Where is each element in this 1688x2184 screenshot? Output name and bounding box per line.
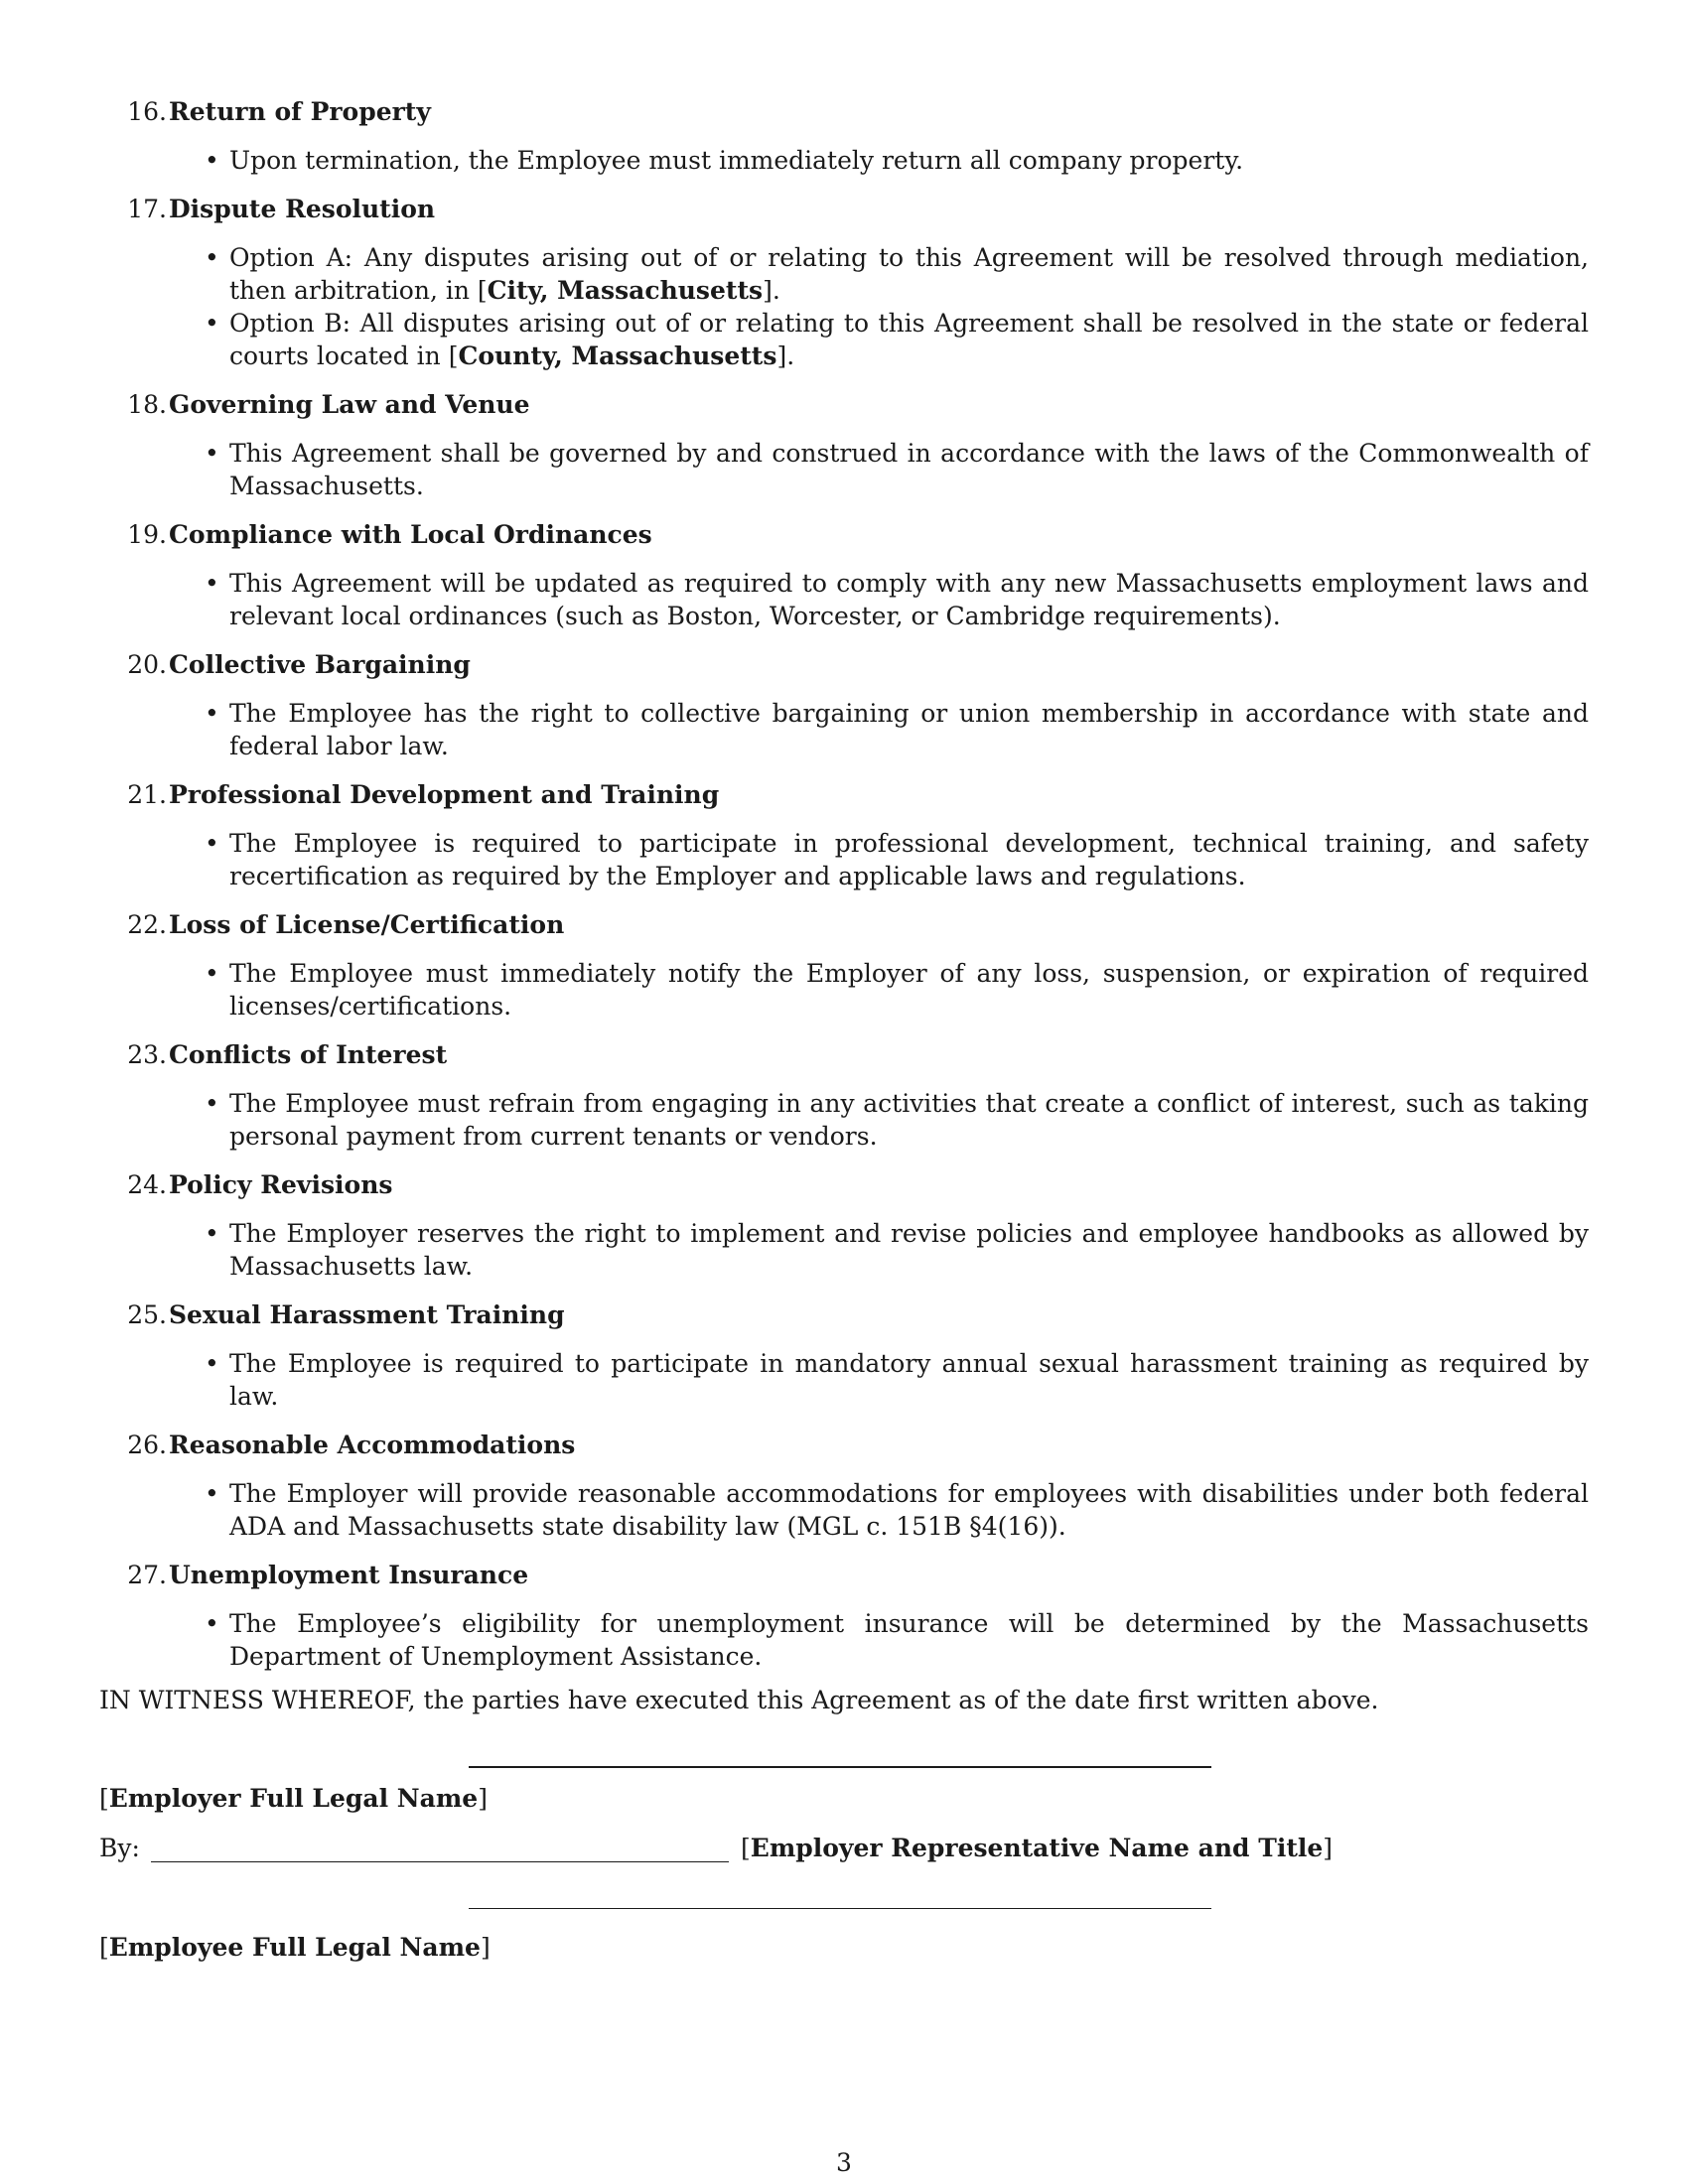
clause-text: The Employee is required to participate in professional development, technical training, and safety recertification as required by the Employer and applicable laws and regulations. bbox=[229, 829, 1589, 890]
bullet-list bbox=[99, 827, 1589, 892]
bullet-item bbox=[229, 144, 1589, 177]
section-title: Unemployment Insurance bbox=[169, 1561, 529, 1589]
employee-signature-line bbox=[469, 1908, 1211, 1909]
section-title: Professional Development and Training bbox=[169, 780, 720, 809]
employer-name-label: [Employer Full Legal Name] bbox=[99, 1784, 488, 1813]
employee-name-label: [Employee Full Legal Name] bbox=[99, 1933, 491, 1962]
section-title: Policy Revisions bbox=[169, 1170, 393, 1199]
bullet-item bbox=[229, 1217, 1589, 1283]
section-heading bbox=[99, 1038, 1589, 1071]
bullet-item bbox=[229, 827, 1589, 892]
section-heading bbox=[99, 778, 1589, 811]
bullet-list bbox=[99, 1087, 1589, 1153]
section-heading bbox=[99, 1298, 1589, 1331]
section-number: 16. bbox=[127, 97, 167, 126]
section-27 bbox=[99, 1559, 1589, 1673]
section-20 bbox=[99, 648, 1589, 762]
section-number: 21. bbox=[127, 780, 167, 809]
clause-text: ]. bbox=[776, 341, 795, 370]
bullet-list bbox=[99, 437, 1589, 502]
bullet-item bbox=[229, 1477, 1589, 1543]
section-number: 19. bbox=[127, 520, 167, 549]
bullet-list bbox=[99, 1217, 1589, 1283]
bullet-list bbox=[99, 1347, 1589, 1413]
section-title: Reasonable Accommodations bbox=[169, 1431, 576, 1459]
section-heading bbox=[99, 1168, 1589, 1201]
bullet-list bbox=[99, 1477, 1589, 1543]
placeholder-text: City, Massachusetts bbox=[487, 276, 764, 305]
witness-statement: IN WITNESS WHEREOF, the parties have executed this Agreement as of the date first written above. bbox=[99, 1686, 1379, 1714]
clause-text: Option B: All disputes arising out of or relating to this Agreement shall be resolved in the state or federal courts located in [ bbox=[229, 309, 1589, 370]
clause-text: The Employee must immediately notify the Employer of any loss, suspension, or expiration of required licenses/certifications. bbox=[229, 959, 1589, 1021]
bullet-list bbox=[99, 697, 1589, 762]
bullet-item bbox=[229, 437, 1589, 502]
section-number: 27. bbox=[127, 1561, 167, 1589]
section-title: Loss of License/Certification bbox=[169, 910, 565, 939]
section-heading bbox=[99, 1429, 1589, 1461]
section-title: Governing Law and Venue bbox=[169, 390, 530, 419]
bullet-item bbox=[229, 241, 1589, 307]
clause-text: The Employer will provide reasonable accommodations for employees with disabilities under both federal ADA and Massachusetts state disability law (MGL c. 151B §4(16)). bbox=[229, 1479, 1589, 1541]
section-heading bbox=[99, 1559, 1589, 1591]
bullet-list bbox=[99, 144, 1589, 177]
section-title: Return of Property bbox=[169, 97, 431, 126]
section-title: Sexual Harassment Training bbox=[169, 1300, 565, 1329]
section-number: 24. bbox=[127, 1170, 167, 1199]
clause-text: This Agreement shall be governed by and construed in accordance with the laws of the Commonwealth of Massachusetts. bbox=[229, 439, 1589, 500]
section-title: Conflicts of Interest bbox=[169, 1040, 448, 1069]
bullet-item bbox=[229, 697, 1589, 762]
section-heading bbox=[99, 95, 1589, 128]
bullet-item bbox=[229, 567, 1589, 632]
clause-text: This Agreement will be updated as required to comply with any new Massachusetts employment laws and relevant local ordinances (such as Boston, Worcester, or Cambridge requirements). bbox=[229, 569, 1589, 630]
section-21 bbox=[99, 778, 1589, 892]
representative-signature-line bbox=[151, 1861, 729, 1862]
section-heading bbox=[99, 518, 1589, 551]
representative-name-label: [Employer Representative Name and Title] bbox=[741, 1834, 1334, 1862]
clause-text: The Employee must refrain from engaging in any activities that create a conflict of interest, such as taking personal payment from current tenants or vendors. bbox=[229, 1089, 1589, 1151]
clause-text: The Employee is required to participate in mandatory annual sexual harassment training as required by law. bbox=[229, 1349, 1589, 1411]
section-number: 17. bbox=[127, 195, 167, 223]
section-title: Compliance with Local Ordinances bbox=[169, 520, 652, 549]
section-heading bbox=[99, 648, 1589, 681]
section-22 bbox=[99, 908, 1589, 1023]
bullet-list bbox=[99, 1607, 1589, 1673]
clause-text: The Employer reserves the right to implement and revise policies and employee handbooks as allowed by Massachusetts law. bbox=[229, 1219, 1589, 1281]
section-number: 22. bbox=[127, 910, 167, 939]
bullet-list bbox=[99, 567, 1589, 632]
section-title: Dispute Resolution bbox=[169, 195, 436, 223]
bullet-list bbox=[99, 957, 1589, 1023]
section-17 bbox=[99, 193, 1589, 372]
section-26 bbox=[99, 1429, 1589, 1543]
agreement-sections bbox=[99, 95, 1589, 1689]
section-23 bbox=[99, 1038, 1589, 1153]
section-24 bbox=[99, 1168, 1589, 1283]
clause-text: Upon termination, the Employee must immediately return all company property. bbox=[229, 146, 1244, 175]
bullet-list bbox=[99, 241, 1589, 372]
section-number: 26. bbox=[127, 1431, 167, 1459]
section-heading bbox=[99, 193, 1589, 225]
placeholder-text: County, Massachusetts bbox=[458, 341, 777, 370]
page-number: 3 bbox=[836, 2148, 852, 2177]
clause-text: ]. bbox=[763, 276, 780, 305]
section-heading bbox=[99, 388, 1589, 421]
bullet-item bbox=[229, 1607, 1589, 1673]
section-number: 20. bbox=[127, 650, 167, 679]
bullet-item bbox=[229, 307, 1589, 372]
section-16 bbox=[99, 95, 1589, 177]
section-25 bbox=[99, 1298, 1589, 1413]
clause-text: The Employee’s eligibility for unemployment insurance will be determined by the Massachusetts Department of Unemployment Assistance. bbox=[229, 1609, 1589, 1671]
section-18 bbox=[99, 388, 1589, 502]
bullet-item bbox=[229, 1087, 1589, 1153]
employer-signature-line bbox=[469, 1766, 1211, 1768]
section-heading bbox=[99, 908, 1589, 941]
clause-text: The Employee has the right to collective bargaining or union membership in accordance with state and federal labor law. bbox=[229, 699, 1589, 760]
bullet-item bbox=[229, 957, 1589, 1023]
section-number: 25. bbox=[127, 1300, 167, 1329]
clause-text: Option A: Any disputes arising out of or relating to this Agreement will be resolved through mediation, then arbitration, in [ bbox=[229, 243, 1589, 305]
by-label: By: bbox=[99, 1834, 140, 1862]
section-number: 23. bbox=[127, 1040, 167, 1069]
section-19 bbox=[99, 518, 1589, 632]
section-title: Collective Bargaining bbox=[169, 650, 471, 679]
section-number: 18. bbox=[127, 390, 167, 419]
bullet-item bbox=[229, 1347, 1589, 1413]
